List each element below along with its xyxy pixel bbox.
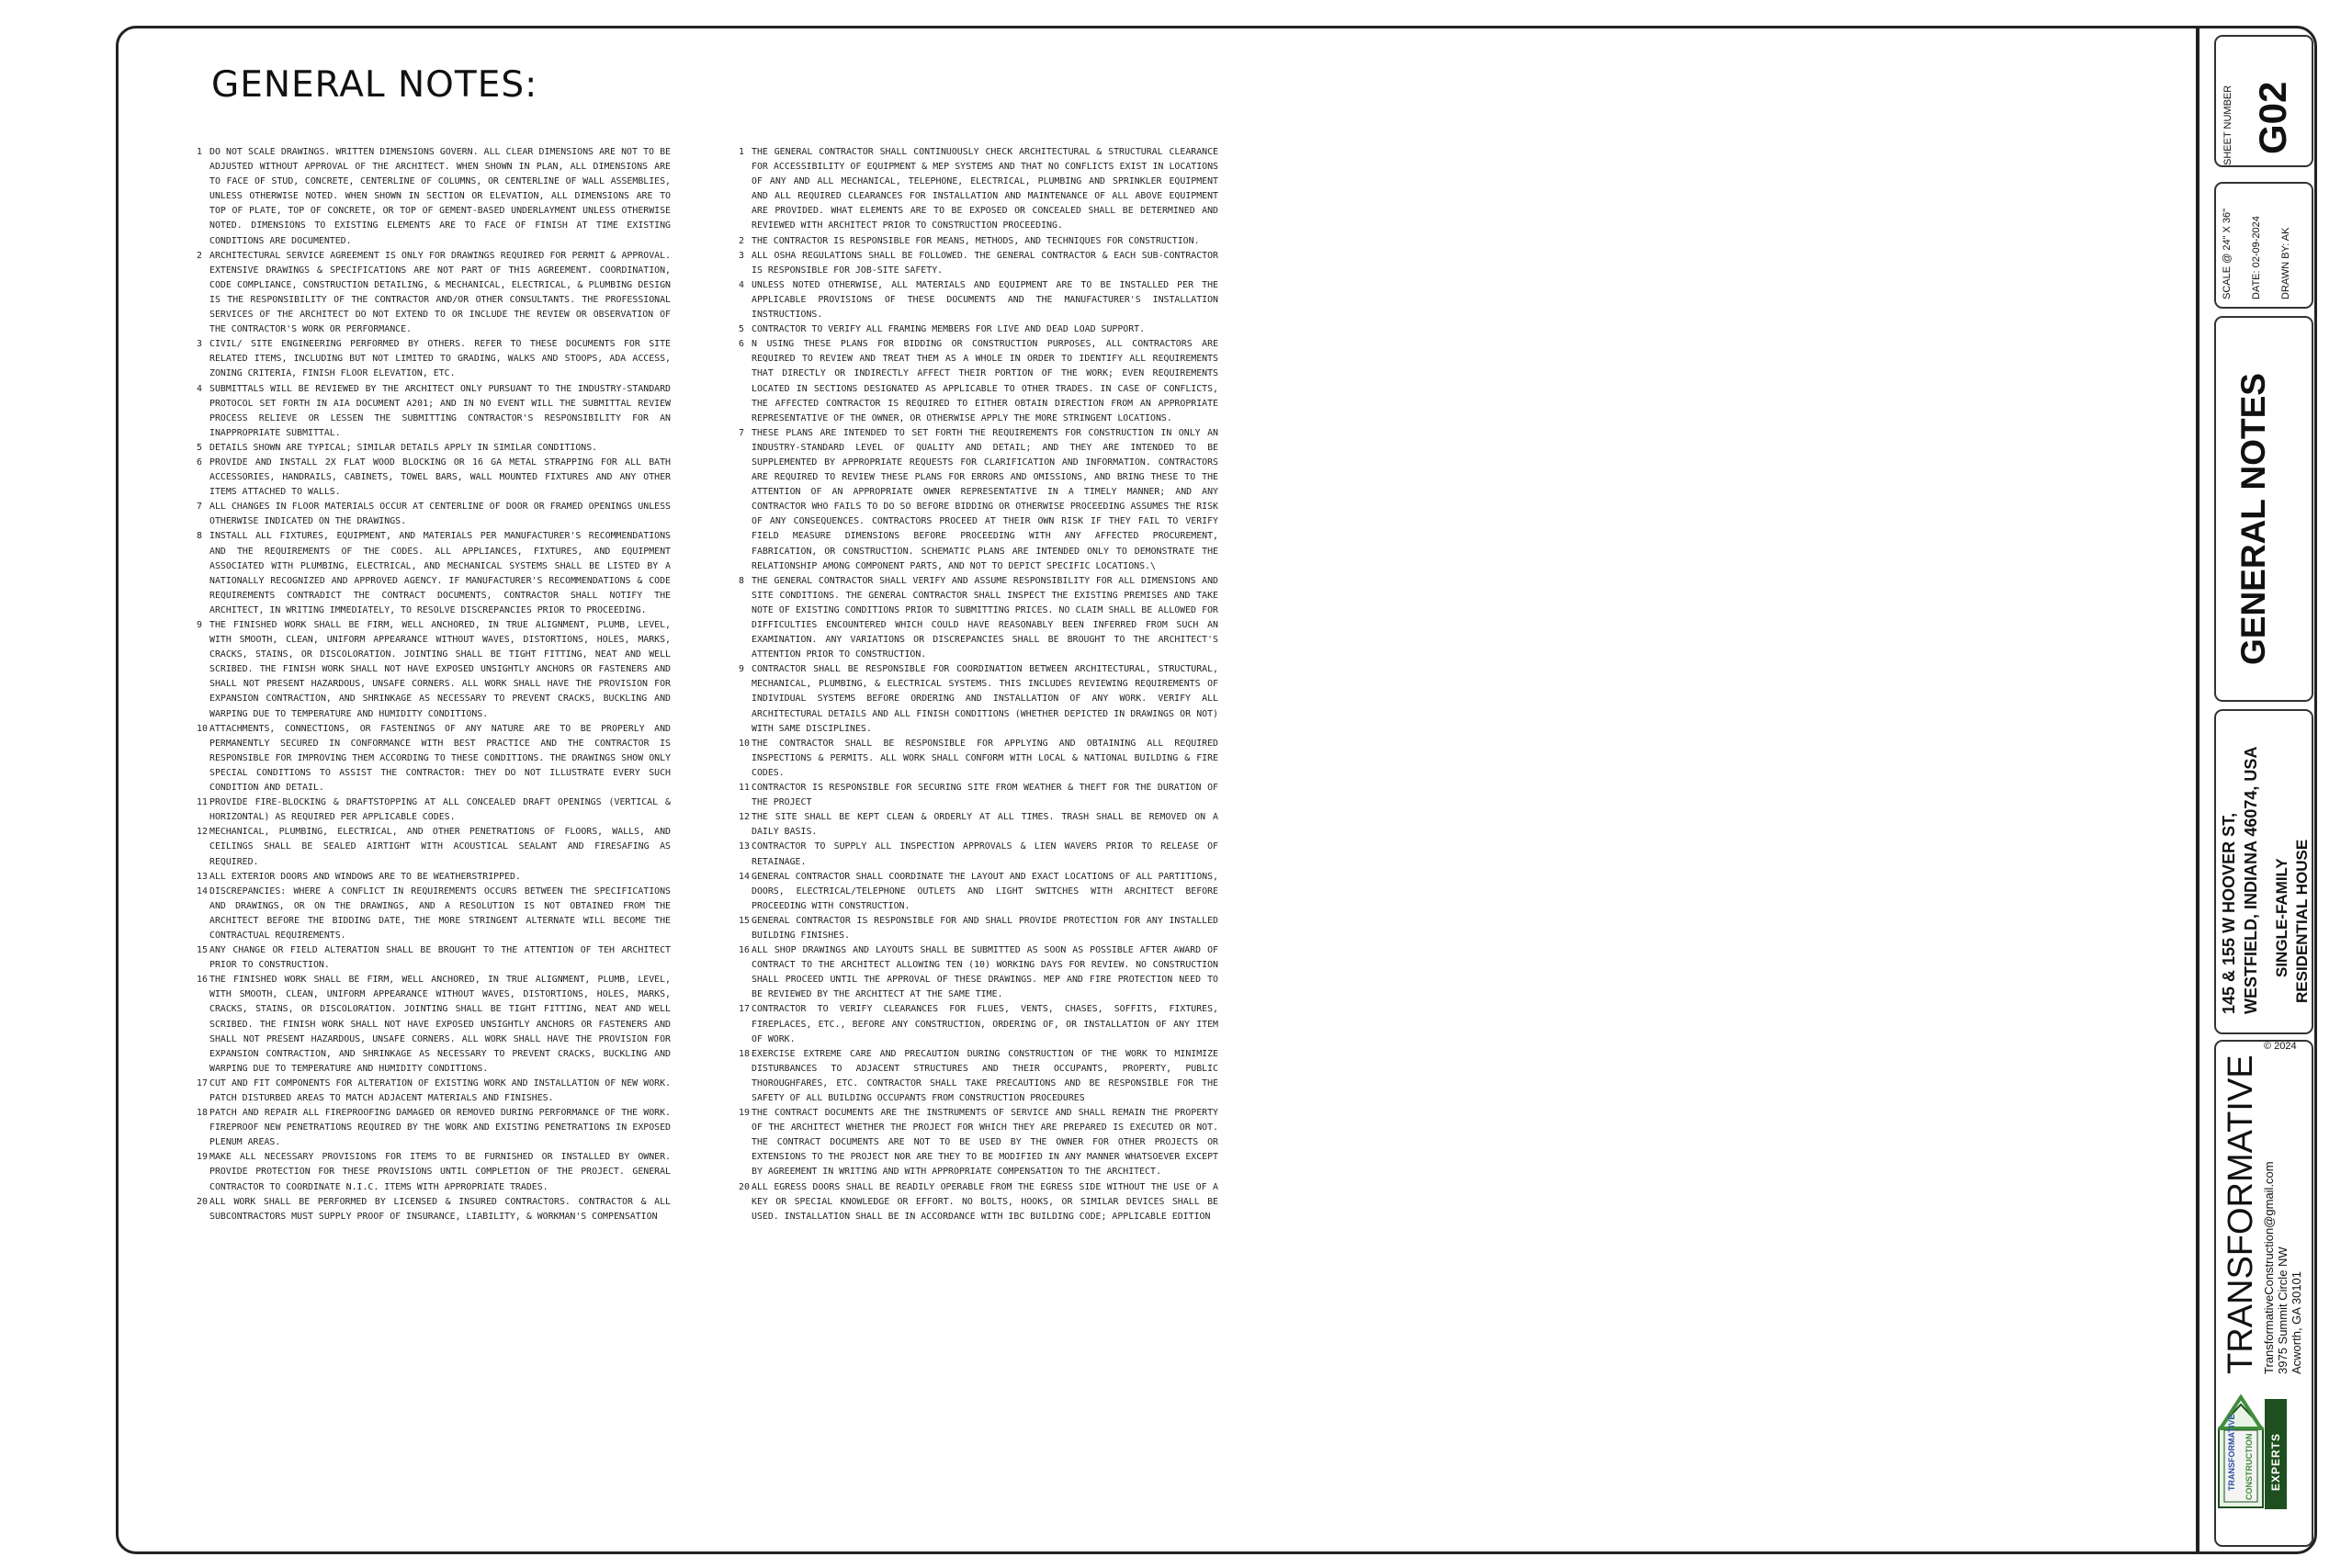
note-number: 19 (739, 1108, 750, 1119)
note-text: CONTRACTOR TO VERIFY ALL FRAMING MEMBERS FOR LIVE AND DEAD LOAD SUPPORT. (752, 324, 1146, 335)
note-number: 12 (197, 827, 208, 838)
note-number: 2 (739, 235, 744, 246)
logo-text-bot: EXPERTS (2269, 1432, 2282, 1491)
note-number: 3 (739, 250, 744, 261)
note-text: CONTRACTOR TO SUPPLY ALL INSPECTION APPROVALS & LIEN WAVERS PRIOR TO RELEASE OF RETAINAGE. (752, 841, 1218, 867)
note-number: 1 (197, 147, 202, 157)
note-text: THE CONTRACTOR SHALL BE RESPONSIBLE FOR APPLYING AND OBTAINING ALL REQUIRED INSPECTIONS & PERMITS. ALL WORK SHALL CONFORM WITH LOCAL & NATIONAL BUILDING & FIRE CODES. (752, 738, 1218, 778)
note-number: 10 (739, 738, 750, 749)
note-text: ANY CHANGE OR FIELD ALTERATION SHALL BE BROUGHT TO THE ATTENTION OF TEH ARCHITECT PRIOR TO CONSTRUCTION. (209, 945, 671, 971)
note-item (197, 870, 671, 885)
note-item (739, 426, 1218, 574)
note-text: ATTACHMENTS, CONNECTIONS, OR FASTENINGS OF ANY NATURE ARE TO BE PROPERLY AND PERMANENTLY SECURED IN CONFORMANCE WITH BEST PRACTICE AND THE CONTRACTOR IS RESPONSIBLE FOR IMPROVING THEM ACCORDING TO THESE CONDITIONS. THE DRAWINGS SHOW ONLY SPECIAL CONDITIONS TO ASSIST THE CONTRACTOR: THEY DO NOT ILLUSTRATE EVERY SUCH CONDITION AND DETAIL. (209, 723, 671, 794)
note-text: THESE PLANS ARE INTENDED TO SET FORTH THE REQUIREMENTS FOR CONSTRUCTION IN ONLY AN INDUSTRY-STANDARD LEVEL OF QUALITY AND DETAIL; AND THEY ARE INTENDED TO BE SUPPLEMENTED BY APPROPRIATE REQUESTS FOR CLARIFICATION AND INFORMATION. CONTRACTORS ARE REQUIRED TO REVIEW THESE PLANS FOR ERRORS AND OMISSIONS, AND BRING THESE TO THE ATTENTION OF AN APPROPRIATE OWNER REPRESENTATIVE IN A TIMELY MANNER; AND ANY CONTRACTOR WHO FAILS TO DO SO BEFORE BIDDING OR OTHERWISE PROCEEDING ASSUMES THE RISK OF ANY CONSEQUENCES. CONTRACTORS PROCEED AT THEIR OWN RISK IF THEY FAIL TO VERIFY FIELD MEASURE DIMENSIONS BEFORE PROCEEDING WITH ANY AFFECTED PROCUREMENT, FABRICATION, OR CONSTRUCTION. SCHEMATIC PLANS ARE INTENDED ONLY TO DEMONSTRATE THE RELATIONSHIP AMONG COMPONENT PARTS, AND NOT TO DEPICT SPECIFIC LOCATIONS.\ (752, 427, 1218, 571)
note-number: 5 (197, 442, 202, 453)
note-number: 15 (197, 945, 208, 956)
note-text: CONTRACTOR IS RESPONSIBLE FOR SECURING SITE FROM WEATHER & THEFT FOR THE DURATION OF THE PROJECT (752, 783, 1218, 808)
note-text: GENERAL CONTRACTOR SHALL COORDINATE THE LAYOUT AND EXACT LOCATIONS OF ALL PARTITIONS, DOORS, ELECTRICAL/TELEPHONE OUTLETS AND LIGHT SWITCHES WITH ARCHITECT BEFORE PROCEEDING WITH CONSTRUCTION. (752, 871, 1218, 911)
note-text: THE FINISHED WORK SHALL BE FIRM, WELL ANCHORED, IN TRUE ALIGNMENT, PLUMB, LEVEL, WITH SMOOTH, CLEAN, UNIFORM APPEARANCE WITHOUT WAVES, DISTORTIONS, HOLES, MARKS, CRACKS, STAINS, OR DISCOLORATION. JOINTING SHALL BE TIGHT FITTING, NEAT AND WELL SCRIBED. THE FINISH WORK SHALL NOT HAVE EXPOSED UNSIGHTLY ANCHORS OR FASTENERS AND SHALL NOT PRESENT HAZARDOUS, UNSAFE CORNERS. ALL WORK SHALL HAVE THE PROVISION FOR EXPANSION CONTRACTION, AND SHRINKAGE AS NECESSARY TO PREVENT CRACKS, BUCKLING AND WARPING DUE TO TEMPERATURE AND HUMIDITY CONDITIONS. (209, 975, 671, 1074)
project-line-2: RESIDENTIAL HOUSE (2293, 839, 2311, 1003)
note-number: 17 (739, 1004, 750, 1015)
sheet-title-box (2214, 316, 2313, 702)
address-line-2: WESTFIELD, INDIANA 46074, USA (2242, 746, 2260, 1014)
note-item (739, 810, 1218, 840)
note-item (197, 943, 671, 973)
note-number: 2 (197, 250, 202, 261)
note-item (197, 1077, 671, 1106)
logo-text-mid: CONSTRUCTION (2245, 1433, 2254, 1500)
note-number: 6 (739, 339, 744, 350)
note-number: 4 (197, 383, 202, 394)
note-item (739, 278, 1218, 322)
note-number: 20 (739, 1181, 750, 1192)
note-text: EXERCISE EXTREME CARE AND PRECAUTION DURING CONSTRUCTION OF THE WORK TO MINIMIZE DISTURBANCES TO ADJACENT STRUCTURES AND THEIR OCCUPANTS, PROPERTY, PUBLIC THOROUGHFARES, ETC. CONTRACTOR SHALL TAKE PRECAUTIONS AND BE RESPONSIBLE FOR THE SAFETY OF ALL BUILDING OCCUPANTS FROM CONSTRUCTION PROCEDURES (752, 1048, 1218, 1103)
project-info-box (2214, 709, 2313, 1034)
note-text: THE SITE SHALL BE KEPT CLEAN & ORDERLY AT ALL TIMES. TRASH SHALL BE REMOVED ON A DAILY BASIS. (752, 812, 1218, 838)
note-text: UNLESS NOTED OTHERWISE, ALL MATERIALS AND EQUIPMENT ARE TO BE INSTALLED PER THE APPLICABLE PROVISIONS OF THESE DOCUMENTS AND THE MANUFACTURER'S INSTALLATION INSTRUCTIONS. (752, 279, 1218, 321)
note-number: 11 (739, 783, 750, 794)
note-item (739, 322, 1218, 337)
company-street: 3975 Summit Circle NW (2276, 1247, 2290, 1374)
note-number: 18 (739, 1048, 750, 1059)
note-item (739, 574, 1218, 663)
note-text: PATCH AND REPAIR ALL FIREPROOFING DAMAGED OR REMOVED DURING PERFORMANCE OF THE WORK. FIREPROOF NEW PENETRATIONS REQUIRED BY THE WORK AND EXISTING PENETRATIONS IN EXPOSED PLENUM AREAS. (209, 1108, 671, 1148)
note-item (197, 1150, 671, 1194)
note-number: 16 (739, 945, 750, 956)
note-number: 11 (197, 797, 208, 808)
note-item (197, 1106, 671, 1150)
note-number: 6 (197, 457, 202, 468)
note-text: ALL SHOP DRAWINGS AND LAYOUTS SHALL BE SUBMITTED AS SOON AS POSSIBLE AFTER AWARD OF CONTRACT TO THE ARCHITECT ALLOWING TEN (10) WORKING DAYS FOR REVIEW. NO CONSTRUCTION SHALL PROCEED UNTIL THE APPROVAL OF THESE DRAWINGS. MEP AND FIRE PROTECTION NEED TO BE REVIEWED BY THE ARCHITECT AT THE SAME TIME. (752, 945, 1218, 1000)
note-text: THE GENERAL CONTRACTOR SHALL VERIFY AND ASSUME RESPONSIBILITY FOR ALL DIMENSIONS AND SITE CONDITIONS. THE GENERAL CONTRACTOR SHALL INSPECT THE EXISTING PREMISES AND TAKE NOTE OF EXISTING CONDITIONS PRIOR TO SUBMITTING PRICES. NO CLAIM SHALL BE ALLOWED FOR DIFFICULTIES ENCOUNTERED WHICH COULD HAVE REASONABLY BEEN INFERRED FROM SUCH AN EXAMINATION. ANY VARIATIONS OR DISCREPANCIES SHALL BE BROUGHT TO THE ARCHITECT'S ATTENTION PRIOR TO CONSTRUCTION. (752, 575, 1218, 660)
note-text: CONTRACTOR SHALL BE RESPONSIBLE FOR COORDINATION BETWEEN ARCHITECTURAL, STRUCTURAL, MECHANICAL, PLUMBING, & ELECTRICAL SYSTEMS. THIS INCLUDES REVIEWING REQUIREMENTS OF INDIVIDUAL SYSTEMS BEFORE ORDERING AND INSTALLATION OF ANY WORK. VERIFY ALL ARCHITECTURAL DETAILS AND ALL FINISH CONDITIONS (WHETHER DEPICTED IN DRAWINGS OR NOT) WITH SAME DISCIPLINES. (752, 664, 1218, 734)
note-text: N USING THESE PLANS FOR BIDDING OR CONSTRUCTION PURPOSES, ALL CONTRACTORS ARE REQUIRED TO REVIEW AND TREAT THEM AS A WHOLE IN ORDER TO IDENTIFY ALL REQUIREMENTS THAT DIRECTLY OR INDIRECTLY AFFECT THEIR PORTION OF THE WORK; EVEN REQUIREMENTS LOCATED IN SECTIONS DESIGNATED AS APPLICABLE TO OTHER TRADES. IN CASE OF CONFLICTS, THE AFFECTED CONTRACTOR IS REQUIRED TO EITHER OBTAIN DIRECTION FROM AN APPROPRIATE REPRESENTATIVE OF THE OWNER, OR OTHERWISE APPLY THE MORE STRINGENT LOCATIONS. (752, 339, 1218, 423)
note-text: ALL CHANGES IN FLOOR MATERIALS OCCUR AT CENTERLINE OF DOOR OR FRAMED OPENINGS UNLESS OTHERWISE INDICATED ON THE DRAWINGS. (209, 502, 671, 527)
note-item (197, 500, 671, 529)
company-city: Acworth, GA 30101 (2290, 1270, 2303, 1374)
date-text: DATE: 02-09-2024 (2251, 216, 2262, 299)
note-number: 7 (739, 427, 744, 438)
note-text: INSTALL ALL FIXTURES, EQUIPMENT, AND MATERIALS PER MANUFACTURER'S RECOMMENDATIONS AND THE REQUIREMENTS OF THE CODES. ALL APPLIANCES, FIXTURES, AND EQUIPMENT ASSOCIATED WITH PLUMBING, ELECTRICAL, AND MECHANICAL SYSTEMS SHALL BE LISTED BY A NATIONALLY RECOGNIZED AND APPROVED AGENCY. IF MANUFACTURER'S RECOMMENDATIONS & CODE REQUIREMENTS CONTRADICT THE CONTRACT DOCUMENTS, CONTRACTOR SHALL NOTIFY THE ARCHITECT, IN WRITING IMMEDIATELY, TO RESOLVE DISCREPANCIES PRIOR TO PROCEEDING. (209, 531, 671, 615)
project-line-1: SINGLE-FAMILY (2273, 858, 2290, 977)
note-item (739, 337, 1218, 426)
note-number: 18 (197, 1108, 208, 1119)
note-text: ALL OSHA REGULATIONS SHALL BE FOLLOWED. THE GENERAL CONTRACTOR & EACH SUB-CONTRACTOR IS RESPONSIBLE FOR JOB-SITE SAFETY. (752, 250, 1218, 276)
note-item (739, 870, 1218, 914)
note-number: 14 (739, 871, 750, 882)
note-number: 4 (739, 279, 744, 290)
note-number: 13 (197, 871, 208, 882)
note-number: 5 (739, 324, 744, 335)
note-number: 15 (739, 915, 750, 926)
note-number: 8 (739, 575, 744, 586)
note-item (739, 914, 1218, 943)
note-item (739, 1047, 1218, 1106)
note-number: 14 (197, 886, 208, 897)
note-item (197, 722, 671, 795)
address-line-1: 145 & 155 W HOOVER ST, (2220, 812, 2238, 1014)
note-text: PROVIDE FIRE-BLOCKING & DRAFTSTOPPING AT ALL CONCEALED DRAFT OPENINGS (VERTICAL & HORIZONTAL) AS REQUIRED PER APPLICABLE CODES. (209, 797, 671, 823)
note-text: THE FINISHED WORK SHALL BE FIRM, WELL ANCHORED, IN TRUE ALIGNMENT, PLUMB, LEVEL, WITH SMOOTH, CLEAN, UNIFORM APPEARANCE WITHOUT WAVES, DISTORTIONS, HOLES, MARKS, CRACKS, STAINS, OR DISCOLORATION. JOINTING SHALL BE TIGHT FITTING, NEAT AND WELL SCRIBED. THE FINISH WORK SHALL NOT HAVE EXPOSED UNSIGHTLY ANCHORS OR FASTENERS AND SHALL NOT PRESENT HAZARDOUS, UNSAFE CORNERS. ALL WORK SHALL HAVE THE PROVISION FOR EXPANSION CONTRACTION, AND SHRINKAGE AS NECESSARY TO PREVENT CRACKS, BUCKLING AND WARPING DUE TO TEMPERATURE AND HUMIDITY CONDITIONS. (209, 620, 671, 719)
note-text: SUBMITTALS WILL BE REVIEWED BY THE ARCHITECT ONLY PURSUANT TO THE INDUSTRY-STANDARD PROTOCOL SET FORTH IN AIA DOCUMENT A201; AND IN NO EVENT WILL THE SUBMITTAL REVIEW PROCESS RELIEVE OR LESSEN THE SUBMITTING CONTRACTOR'S RESPONSIBILITY FOR AN INAPPROPRIATE SUBMITTAL. (209, 383, 671, 438)
note-number: 10 (197, 723, 208, 734)
note-item (197, 249, 671, 338)
note-number: 13 (739, 841, 750, 852)
note-item (739, 840, 1218, 869)
logo-text-top: TRANSFORMATIVE (2227, 1414, 2236, 1491)
note-text: DISCREPANCIES: WHERE A CONFLICT IN REQUIREMENTS OCCURS BETWEEN THE SPECIFICATIONS AND DRAWINGS, OR ON THE DRAWINGS, AND A RESOLUTION IS NOT OBTAINED FROM THE ARCHITECT BEFORE THE BIDDING DATE, THE MORE STRINGENT ALTERNATE WILL BECOME THE CONTRACTUAL REQUIREMENTS. (209, 886, 671, 941)
note-item (739, 1180, 1218, 1224)
note-number: 3 (197, 339, 202, 350)
note-text: ARCHITECTURAL SERVICE AGREEMENT IS ONLY FOR DRAWINGS REQUIRED FOR PERMIT & APPROVAL. EXTENSIVE DRAWINGS & SPECIFICATIONS ARE NOT PART OF THIS AGREEMENT. COORDINATION, CODE COMPLIANCE, CONSTRUCTION DETAILING, & MECHANICAL, ELECTRICAL, & PLUMBING DESIGN IS THE RESPONSIBILITY OF THE CONTRACTOR AND/OR OTHER CONSULTANTS. THE PROFESSIONAL SERVICES OF THE ARCHITECT DO NOT EXTEND TO OR INCLUDE THE REVIEW OR OBSERVATION OF THE CONTRACTOR'S WORK OR PERFORMANCE. (209, 250, 671, 335)
note-item (739, 781, 1218, 810)
note-item (197, 618, 671, 722)
note-number: 9 (197, 620, 202, 630)
sheet-number-box (2214, 35, 2313, 167)
sheet-title: GENERAL NOTES (2234, 373, 2272, 665)
scale-text: SCALE @ 24" X 36" (2222, 208, 2233, 299)
note-item (197, 1195, 671, 1224)
note-text: MAKE ALL NECESSARY PROVISIONS FOR ITEMS TO BE FURNISHED OR INSTALLED BY OWNER. PROVIDE PROTECTION FOR THESE PROVISIONS UNTIL COMPLETION OF THE PROJECT. GENERAL CONTRACTOR TO COORDINATE N.I.C. ITEMS WITH APPROPRIATE TRADES. (209, 1152, 671, 1192)
note-text: CUT AND FIT COMPONENTS FOR ALTERATION OF EXISTING WORK AND INSTALLATION OF NEW WORK. PATCH DISTURBED AREAS TO MATCH ADJACENT MATERIALS AND FINISHES. (209, 1077, 671, 1103)
page-title: GENERAL NOTES: (211, 64, 538, 106)
note-text: CIVIL/ SITE ENGINEERING PERFORMED BY OTHERS. REFER TO THESE DOCUMENTS FOR SITE RELATED ITEMS, INCLUDING BUT NOT LIMITED TO GRADING, WALKS AND STOOPS, ADA ACCESS, ZONING CRITERIA, FINISH FLOOR ELEVATION, ETC. (209, 339, 671, 379)
note-item (739, 145, 1218, 234)
note-number: 7 (197, 502, 202, 513)
note-item (739, 737, 1218, 781)
note-text: THE CONTRACTOR IS RESPONSIBLE FOR MEANS, METHODS, AND TECHNIQUES FOR CONSTRUCTION. (752, 235, 1200, 246)
note-item (197, 456, 671, 500)
drawn-by-text: DRAWN BY: AK (2280, 227, 2291, 299)
note-item (197, 337, 671, 381)
note-number: 17 (197, 1077, 208, 1089)
note-item (739, 249, 1218, 278)
note-item (197, 885, 671, 943)
note-text: ALL EGRESS DOORS SHALL BE READILY OPERABLE FROM THE EGRESS SIDE WITHOUT THE USE OF A KEY OR SPECIAL KNOWLEDGE OR EFFORT. NO BOLTS, HOOKS, OR SIMILAR DEVICES SHALL BE USED. INSTALLATION SHALL BE IN ACCORDANCE WITH IBC BUILDING CODE; APPLICABLE EDITION (752, 1181, 1218, 1222)
note-item (197, 973, 671, 1077)
note-item (739, 234, 1218, 249)
note-item (197, 795, 671, 825)
note-text: DO NOT SCALE DRAWINGS. WRITTEN DIMENSIONS GOVERN. ALL CLEAR DIMENSIONS ARE NOT TO BE ADJUSTED WITHOUT APPROVAL OF THE ARCHITECT. WHEN SHOWN IN PLAN, ALL DIMENSIONS ARE TO FACE OF STUD, CONCRETE, CENTERLINE OF COLUMNS, OR CENTERLINE OF WALL ASSEMBLIES, UNLESS OTHERWISE NOTED. WHEN SHOWN IN SECTION OR ELEVATION, ALL DIMENSIONS ARE TO TOP OF PLATE, TOP OF CONCRETE, OR TOP OF GEMENT-BASED UNDERLAYMENT UNLESS OTHERWISE NOTED. DIMENSIONS TO EXISTING ELEMENTS ARE TO FACE OF FINISH AT TIME EXISTING CONDITIONS ARE DOCUMENTED. (209, 147, 671, 246)
note-item (739, 662, 1218, 736)
note-text: DETAILS SHOWN ARE TYPICAL; SIMILAR DETAILS APPLY IN SIMILAR CONDITIONS. (209, 442, 598, 453)
notes-column-left (197, 145, 671, 1224)
note-item (197, 825, 671, 869)
note-item (197, 382, 671, 441)
note-item (739, 1002, 1218, 1046)
note-number: 16 (197, 975, 208, 986)
company-name: TRANSFORMATIVE (2222, 1055, 2260, 1374)
sheet-number-label: SHEET NUMBER (2222, 85, 2233, 165)
note-number: 12 (739, 812, 750, 823)
note-text: CONTRACTOR TO VERIFY CLEARANCES FOR FLUES, VENTS, CHASES, SOFFITS, FIXTURES, FIREPLACES, ETC., BEFORE ANY CONSTRUCTION, ORDERING OF, OR INSTALLATION OF ANY ITEM OF WORK. (752, 1004, 1218, 1044)
title-block-divider (2196, 28, 2199, 1552)
note-item (197, 529, 671, 618)
note-number: 20 (197, 1196, 208, 1207)
note-text: PROVIDE AND INSTALL 2X FLAT WOOD BLOCKING OR 16 GA METAL STRAPPING FOR ALL BATH ACCESSORIES, HANDRAILS, CABINETS, TOWEL BARS, WALL MOUNTED FIXTURES AND ANY OTHER ITEMS ATTACHED TO WALLS. (209, 457, 671, 498)
note-item (197, 441, 671, 456)
copyright-text: © 2024 (2264, 1041, 2297, 1052)
notes-column-right (739, 145, 1218, 1224)
note-number: 19 (197, 1152, 208, 1163)
note-text: THE GENERAL CONTRACTOR SHALL CONTINUOUSLY CHECK ARCHITECTURAL & STRUCTURAL CLEARANCE FOR ACCESSIBILITY OF EQUIPMENT & MEP SYSTEMS AND THAT NO CONFLICTS EXIST IN LOCATIONS OF ANY AND ALL MECHANICAL, TELEPHONE, ELECTRICAL, PLUMBING AND SPRINKLER EQUIPMENT AND ALL REQUIRED CLEARANCES FOR INSTALLATION AND MAINTENANCE OF ALL ABOVE EQUIPMENT ARE PROVIDED. WHAT ELEMENTS ARE TO BE EXPOSED OR CONCEALED SHALL BE DETERMINED AND REVIEWED WITH ARCHITECT PRIOR TO CONSTRUCTION PROCEEDING. (752, 147, 1218, 231)
company-email: TransformativeConstruction@gmail.com (2262, 1161, 2276, 1374)
note-text: THE CONTRACT DOCUMENTS ARE THE INSTRUMENTS OF SERVICE AND SHALL REMAIN THE PROPERTY OF THE ARCHITECT WHETHER THE PROJECT FOR WHICH THEY ARE PREPARED IS EXECUTED OR NOT. THE CONTRACT DOCUMENTS ARE NOT TO BE USED BY THE OWNER FOR OTHER PROJECTS OR EXTENSIONS TO THE PROJECT NOR ARE THEY TO BE MODIFIED IN ANY MANNER WHATSOEVER EXCEPT BY AGREEMENT IN WRITING AND WITH APPROPRIATE COMPENSATION TO THE ARCHITECT. (752, 1108, 1218, 1178)
sheet-info-box (2214, 182, 2313, 309)
note-item (739, 943, 1218, 1002)
note-item (739, 1106, 1218, 1179)
note-text: GENERAL CONTRACTOR IS RESPONSIBLE FOR AND SHALL PROVIDE PROTECTION FOR ANY INSTALLED BUILDING FINISHES. (752, 915, 1218, 941)
sheet-number: G02 (2251, 81, 2294, 154)
note-item (197, 145, 671, 249)
note-number: 1 (739, 147, 744, 157)
note-text: ALL EXTERIOR DOORS AND WINDOWS ARE TO BE WEATHERSTRIPPED. (209, 871, 521, 882)
note-text: MECHANICAL, PLUMBING, ELECTRICAL, AND OTHER PENETRATIONS OF FLOORS, WALLS, AND CEILINGS SHALL BE SEALED AIRTIGHT WITH ACOUSTICAL SEALANT AND FIRESAFING AS REQUIRED. (209, 827, 671, 867)
company-logo (2213, 1392, 2290, 1514)
note-text: ALL WORK SHALL BE PERFORMED BY LICENSED & INSURED CONTRACTORS. CONTRACTOR & ALL SUBCONTRACTORS MUST SUPPLY PROOF OF INSURANCE, LIABILITY, & WORKMAN'S COMPENSATION (209, 1196, 671, 1222)
note-number: 9 (739, 664, 744, 675)
note-number: 8 (197, 531, 202, 542)
